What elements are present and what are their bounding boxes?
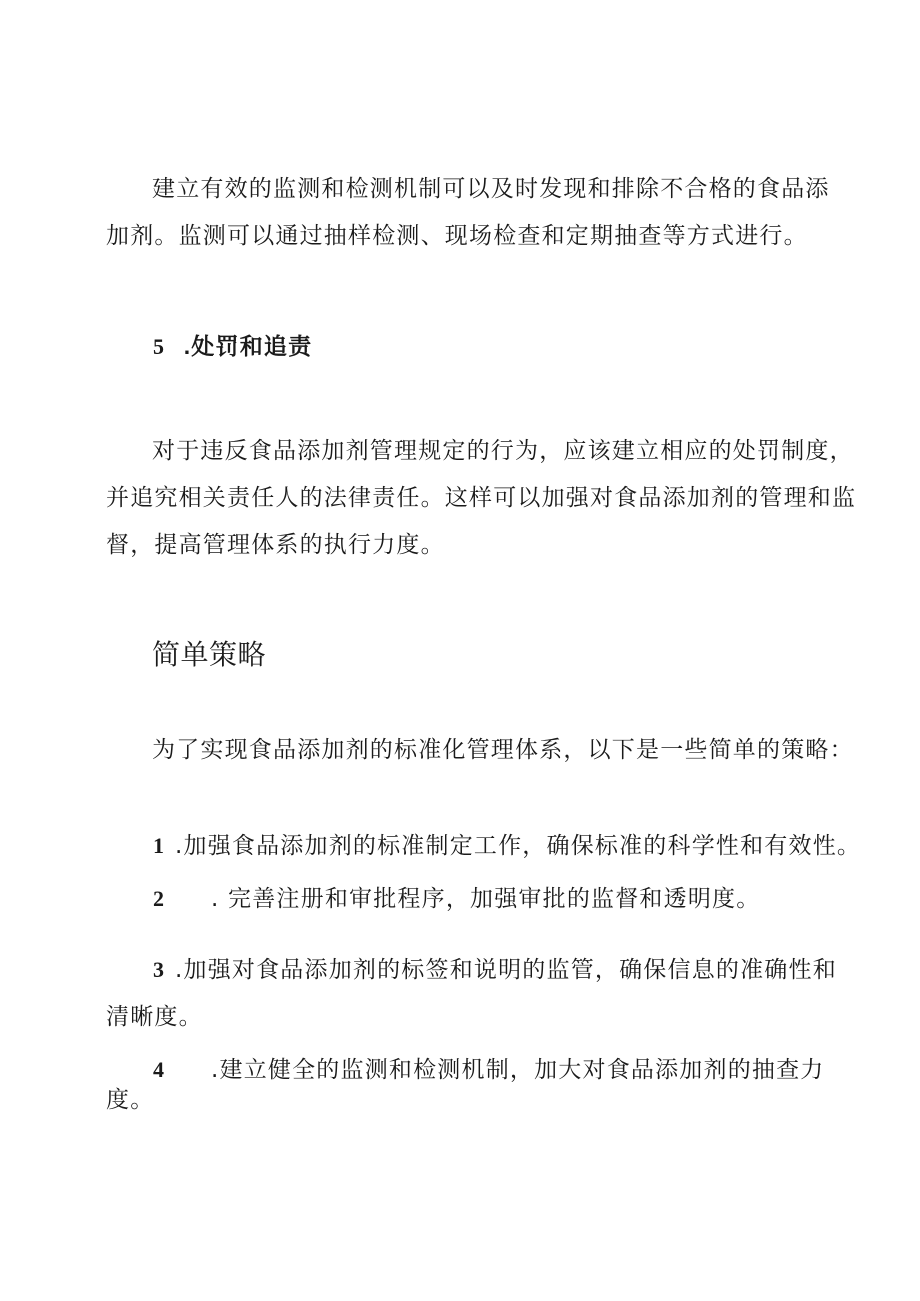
paragraph-penalty-line-3: 督，提高管理体系的执行力度。 — [106, 532, 445, 558]
list-item-3-text: .加强对食品添加剂的标签和说明的监管，确保信息的准确性和 — [175, 957, 837, 983]
list-item-4-text: .建立健全的监测和检测机制，加大对食品添加剂的抽查力 — [211, 1057, 825, 1083]
section-heading-strategy: 简单策略 — [152, 638, 267, 671]
section-5-number: 5 — [153, 334, 166, 359]
paragraph-monitoring-line-1: 建立有效的监测和检测机制可以及时发现和排除不合格的食品添 — [152, 176, 830, 202]
section-5-title: .处罚和追责 — [183, 333, 313, 359]
list-item-4-number: 4 — [153, 1057, 166, 1082]
list-item-4-continuation: 度。 — [106, 1087, 155, 1113]
list-item-1 — [153, 831, 861, 861]
paragraph-monitoring-line-2: 加剂。监测可以通过抽样检测、现场检查和定期抽查等方式进行。 — [106, 223, 808, 249]
paragraph-penalty-line-2: 并追究相关责任人的法律责任。这样可以加强对食品添加剂的管理和监 — [106, 485, 857, 511]
list-item-4 — [153, 1055, 825, 1085]
paragraph-strategy-intro: 为了实现食品添加剂的标准化管理体系，以下是一些简单的策略： — [152, 737, 854, 763]
list-item-1-number: 1 — [153, 833, 166, 858]
paragraph-penalty-line-1: 对于违反食品添加剂管理规定的行为，应该建立相应的处罚制度， — [152, 438, 854, 464]
section-5-heading — [153, 331, 312, 362]
list-item-1-text: .加强食品添加剂的标准制定工作，确保标准的科学性和有效性。 — [175, 833, 862, 859]
list-item-3-continuation: 清晰度。 — [106, 1004, 203, 1030]
list-item-2-number: 2 — [153, 886, 166, 911]
list-item-3-number: 3 — [153, 957, 166, 982]
list-item-2-text: . 完善注册和审批程序，加强审批的监督和透明度。 — [211, 886, 761, 912]
list-item-3 — [153, 955, 837, 985]
list-item-2 — [153, 884, 760, 914]
